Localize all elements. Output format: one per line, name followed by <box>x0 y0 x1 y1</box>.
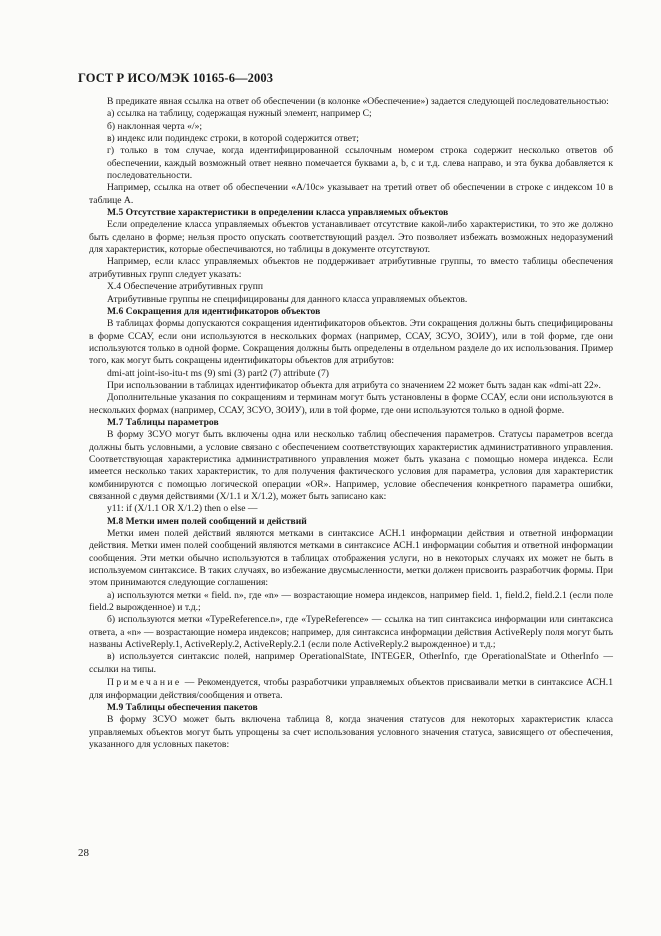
paragraph: В форму ЗСУО могут быть включены одна или несколько таблиц обеспечения параметров. Статусы параметров всегда должны быть условными, а условие связано с обеспечением соответствующих характеристик административного управления. Соответствующая характеристика административного управления может быть указана с помощью номера индекса. Если имеется несколько таких характеристик, то для получения фактического условия для параметра, условия для характеристик комбинируются с помощью логической операции «OR». Например, условие обеспечения конкретного параметра ошибки, связанной с двумя действиями (Х/1.1 и Х/1.2), может быть записано как: <box>89 429 613 502</box>
section-heading-m9: М.9 Таблицы обеспечения пакетов <box>107 701 258 713</box>
list-item: а) ссылка на таблицу, содержащая нужный элемент, например С; <box>107 108 372 120</box>
section-heading-m6: М.6 Сокращения для идентификаторов объектов <box>107 305 321 317</box>
list-item: б) наклонная черта «/»; <box>107 120 203 132</box>
paragraph: При использовании в таблицах идентификатор объекта для атрибута со значением 22 может быть задан как «dmi-att 22». <box>107 379 601 391</box>
paragraph: Например, если класс управляемых объектов не поддерживает атрибутивные группы, то вместо таблицы обеспечения атрибутивных групп следует указать: <box>89 256 613 280</box>
note-label: Примечание <box>107 677 182 689</box>
code-line: y11: if (X/1.1 OR X/1.2) then o else — <box>107 503 258 515</box>
paragraph: Например, ссылка на ответ об обеспечении «А/10с» указывает на третий ответ об обеспечении в строке с индексом 10 в таблице А. <box>89 182 613 206</box>
code-line: dmi-att joint-iso-itu-t ms (9) smi (3) part2 (7) attribute (7) <box>107 367 329 379</box>
section-heading-m5: М.5 Отсутствие характеристики в определении класса управляемых объектов <box>107 207 449 219</box>
section-heading-m8: М.8 Метки имен полей сообщений и действий <box>107 515 307 527</box>
list-item: в) индекс или подиндекс строки, в которой содержится ответ; <box>107 133 359 145</box>
document-body <box>89 96 613 751</box>
list-item: б) используются метки «TypeReference.n», где «TypeReference» — ссылка на тип синтаксиса информации или синтаксиса ответа, а «n» — возрастающие номера индексов; например, для синтаксиса информации действия ActiveReply поля могут быть названы ActiveReply.1, ActiveReply.2, ActiveReply.2.1 (если поле ActiveReply.2 вырожденное) и т.д.; <box>89 614 613 651</box>
paragraph: Дополнительные указания по сокращениям и терминам могут быть установлены в форме ССАУ, если они используются в нескольких формах (например, ССАУ, ЗСУО, ЗОИУ), или в той форме, где они используются только в одной форме. <box>89 392 613 416</box>
paragraph: В форму ЗСУО может быть включена таблица 8, когда значения статусов для некоторых характеристик класса управляемых объектов могут быть упрощены за счет использования условного значения статуса, зависящего от обеспечения, указанного для условных пакетов: <box>89 714 613 750</box>
paragraph: Метки имен полей действий являются метками в синтаксисе АСН.1 информации действия и ответной информации действия. Метки имен полей сообщений являются метками в синтаксисе АСН.1 информации события и ответной информации сообщения. Эти метки обычно используются в таблицах отображения услуги, но в некоторых случаях их может не быть в используемом синтаксисе. В таких случаях, во избежание двусмысленности, метки должен присвоить разработчик формы. При этом принимаются следующие соглашения: <box>89 528 613 589</box>
list-item: в) используется синтаксис полей, например OperationalState, INTEGER, OtherInfo, где OperationalState и OtherInfo — ссылки на типы. <box>89 651 613 675</box>
paragraph: Если определение класса управляемых объектов устанавливает отсутствие какой-либо характеристики, то это же должно быть сделано в форме; нельзя просто опускать соответствующий раздел. Это позволяет избежать возможных недоразумений для характеристик, которые обеспечиваются, но таблицы в документе отсутствуют. <box>89 219 613 256</box>
section-heading-m7: М.7 Таблицы параметров <box>107 416 219 428</box>
paragraph: В таблицах формы допускаются сокращения идентификаторов объектов. Эти сокращения должны быть специфицированы в форме ССАУ, если они используются в нескольких формах (например, ССАУ, ЗСУО, ЗОИУ), или в той форме, где они используются только в одной форме. Сокращения должны быть определены в отдельном разделе до их использования. Пример того, как могут быть сокращены идентификаторы объектов для атрибутов: <box>89 318 613 367</box>
list-item: а) используются метки « field. n», где «n» — возрастающие номера индексов, например field. 1, field.2, field.2.1 (если поле field.2 вырожденное) и т.д.; <box>89 589 613 614</box>
paragraph: В предикате явная ссылка на ответ об обеспечении (в колонке «Обеспечение») задается следующей последовательностью: <box>107 96 609 107</box>
note-text: — Рекомендуется, чтобы разработчики управляемых объектов присваивали метки в синтаксисе АСН.1 для информации действия/сообщения и ответа. <box>89 677 613 701</box>
page-number: 28 <box>78 847 89 859</box>
paragraph: Х.4 Обеспечение атрибутивных групп <box>107 281 263 293</box>
note <box>89 677 613 702</box>
list-item: г) только в том случае, когда идентифицированной ссылочным номером строка содержит несколько ответов об обеспечении, каждый возможный ответ неявно помечается буквами a, b, c и т.д. слева направо, и эта буква добавляется к последовательности. <box>107 145 613 182</box>
running-header: ГОСТ Р ИСО/МЭК 10165-6—2003 <box>78 71 274 85</box>
paragraph: Атрибутивные группы не специфицированы для данного класса управляемых объектов. <box>107 293 468 305</box>
